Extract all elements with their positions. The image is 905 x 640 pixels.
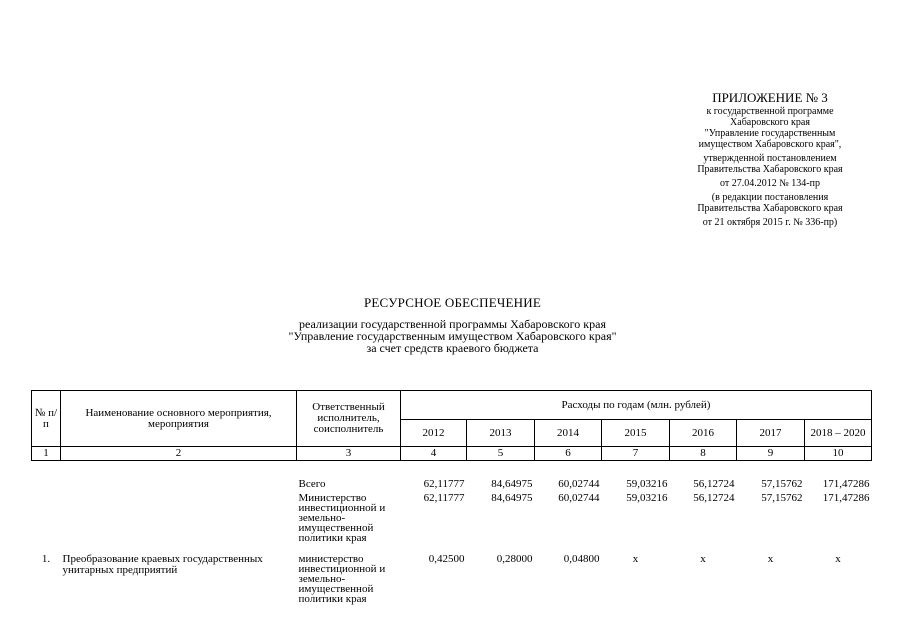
column-number: 3 — [297, 447, 401, 461]
column-number: 6 — [535, 447, 602, 461]
table-row — [32, 490, 872, 543]
header-year: 2018 – 2020 — [805, 420, 872, 447]
row-value: 171,47286 — [822, 492, 870, 504]
row-value: 57,15762 — [761, 478, 803, 490]
row-name — [61, 490, 297, 543]
appendix-block — [660, 90, 880, 228]
header-year: 2017 — [737, 420, 805, 447]
row-value: 0,28000 — [496, 553, 533, 565]
appendix-line: имуществом Хабаровского края", — [698, 139, 842, 150]
row-value: 60,02744 — [558, 492, 600, 504]
row-name — [61, 461, 297, 491]
row-value: 56,12724 — [693, 492, 735, 504]
document-subtitle-line: "Управление государственным имуществом Хабаровского края" — [288, 329, 617, 343]
header-year: 2013 — [467, 420, 535, 447]
row-value: 57,15762 — [761, 492, 803, 504]
table-row — [32, 543, 872, 604]
row-value: 84,64975 — [491, 478, 533, 490]
column-number: 4 — [401, 447, 467, 461]
row-name: Преобразование краевых государственных унитарных предприятий — [62, 553, 263, 576]
document-title — [0, 295, 905, 354]
appendix-line: "Управление государственным — [704, 128, 836, 139]
document-subtitle-line: за счет средств краевого бюджета — [366, 341, 539, 355]
document-title-main: РЕСУРСНОЕ ОБЕСПЕЧЕНИЕ — [363, 295, 541, 310]
appendix-line: (в редакции постановления — [711, 192, 829, 203]
header-year: 2015 — [602, 420, 670, 447]
row-value: 60,02744 — [558, 478, 600, 490]
appendix-line: Правительства Хабаровского края — [697, 164, 843, 175]
appendix-line: от 27.04.2012 № 134-пр — [720, 178, 820, 189]
row-value: 59,03216 — [626, 492, 668, 504]
row-number: 1. — [41, 553, 51, 565]
header-no: № п/п — [32, 391, 61, 447]
column-number: 1 — [32, 447, 61, 461]
row-value: x — [835, 553, 841, 565]
header-responsible: Ответственный исполнитель, соисполнитель — [297, 391, 401, 447]
row-value: 62,11777 — [423, 492, 465, 504]
appendix-line: Правительства Хабаровского края — [697, 203, 843, 214]
column-number: 2 — [61, 447, 297, 461]
row-number — [32, 461, 61, 491]
appendix-line: Хабаровского края — [730, 117, 810, 128]
row-executor: Министерство инвестиционной и земельно-имущественной политики края — [298, 492, 386, 544]
appendix-title: ПРИЛОЖЕНИЕ № 3 — [712, 90, 828, 105]
row-value: 59,03216 — [626, 478, 668, 490]
column-number: 8 — [670, 447, 737, 461]
column-number: 10 — [805, 447, 872, 461]
row-executor: министерство инвестиционной и земельно-имущественной политики края — [298, 553, 386, 605]
column-number: 5 — [467, 447, 535, 461]
header-year: 2012 — [401, 420, 467, 447]
row-executor: Всего — [298, 478, 326, 490]
header-name: Наименование основного мероприятия, мероприятия — [61, 391, 297, 447]
row-value: x — [767, 553, 774, 565]
resource-table — [31, 390, 872, 604]
row-value: 84,64975 — [491, 492, 533, 504]
document-subtitle-line: реализации государственной программы Хабаровского края — [299, 317, 606, 331]
header-year: 2014 — [535, 420, 602, 447]
row-value: 62,11777 — [423, 478, 465, 490]
row-value: x — [700, 553, 706, 565]
header-year: 2016 — [670, 420, 737, 447]
row-value: 171,47286 — [822, 478, 870, 490]
row-value: 0,42500 — [428, 553, 465, 565]
appendix-line: к государственной программе — [706, 106, 834, 117]
table-row — [32, 461, 872, 491]
row-number — [32, 490, 61, 543]
appendix-line: утвержденной постановлением — [703, 153, 837, 164]
column-number: 7 — [602, 447, 670, 461]
appendix-line: от 21 октября 2015 г. № 336-пр) — [702, 217, 838, 228]
header-expenses: Расходы по годам (млн. рублей) — [401, 391, 872, 420]
row-value: 0,04800 — [563, 553, 600, 565]
row-value: 56,12724 — [693, 478, 735, 490]
column-number: 9 — [737, 447, 805, 461]
row-value: x — [632, 553, 639, 565]
